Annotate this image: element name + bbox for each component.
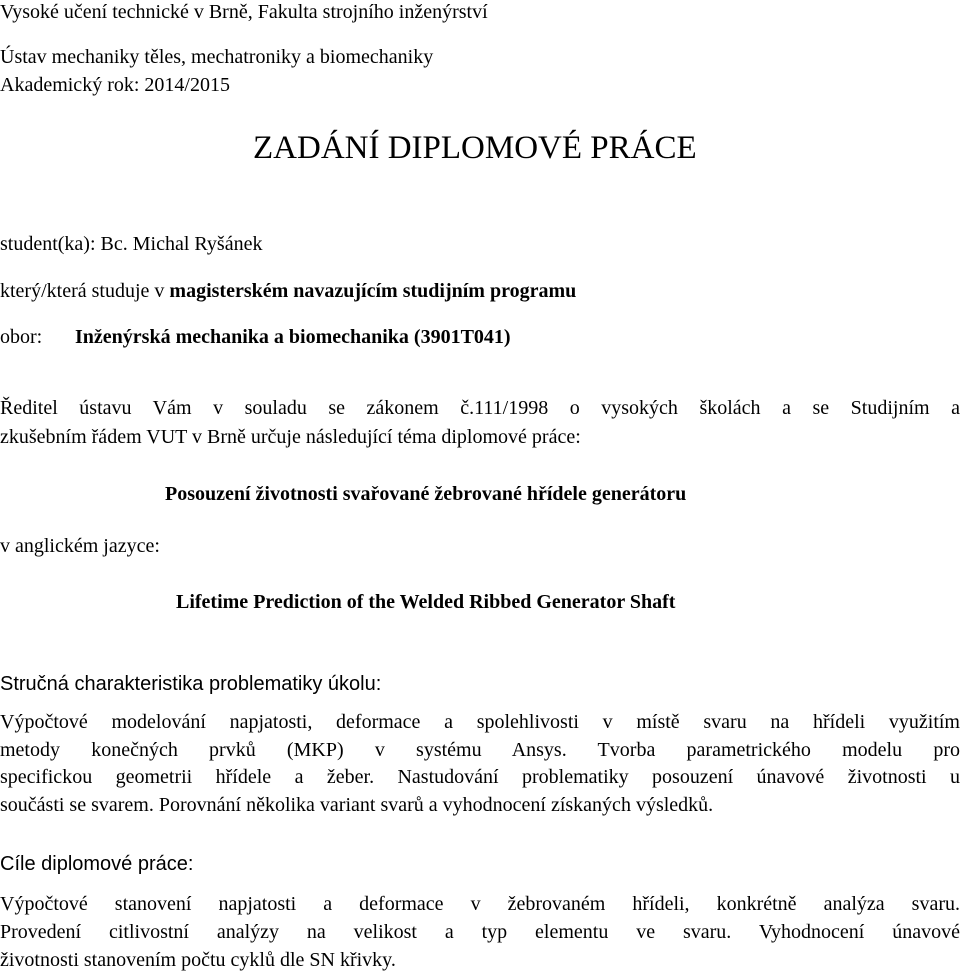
characteristics-line: metody konečných prvků (MKP) v systému Ansys. Tvorba parametrického modelu pro [0,739,960,761]
goals-line: Výpočtové stanovení napjatosti a deformace v žebrovaném hřídeli, konkrétně analýza svaru. [0,893,960,915]
characteristics-line: součásti se svarem. Porovnání několika variant svarů a vyhodnocení získaných výsledků. [0,794,714,816]
institute-line: Ústav mechaniky těles, mechatroniky a biomechaniky [0,46,434,68]
goals-line: Provedení citlivostní analýzy na velikost a typ elementu ve svaru. Vyhodnocení únavové [0,921,960,943]
goals-line: životnosti stanovením počtu cyklů dle SN křivky. [0,949,396,971]
characteristics-line: specifickou geometrii hřídele a žeber. Nastudování problematiky posouzení únavové životnosti u [0,766,960,788]
topic-english: Lifetime Prediction of the Welded Ribbed Generator Shaft [176,591,676,613]
document-title: ZADÁNÍ DIPLOMOVÉ PRÁCE [253,130,697,166]
field-name: Inženýrská mechanika a biomechanika (3901T041) [75,326,511,348]
field-label: obor: [0,326,43,348]
goals-heading: Cíle diplomové práce: [0,853,194,875]
university-line: Vysoké učení technické v Brně, Fakulta strojního inženýrství [0,1,488,23]
characteristics-line: Výpočtové modelování napjatosti, deformace a spolehlivosti v místě svaru na hřídeli využitím [0,711,960,733]
english-label: v anglickém jazyce: [0,535,160,557]
student-line: student(ka): Bc. Michal Ryšánek [0,233,263,255]
directive-line-2: zkušebním řádem VUT v Brně určuje následující téma diplomové práce: [0,426,581,448]
characteristics-heading: Stručná charakteristika problematiky úkolu: [0,673,382,695]
academic-year: Akademický rok: 2014/2015 [0,74,230,96]
directive-line-1: Ředitel ústavu Vám v souladu se zákonem č.111/1998 o vysokých školách a se Studijním a [0,397,960,419]
program-prefix: který/která studuje v [0,280,170,302]
program-name: magisterském navazujícím studijním programu [169,280,577,302]
topic-czech: Posouzení životnosti svařované žebrované hřídele generátoru [165,483,687,505]
program-line [0,279,576,303]
